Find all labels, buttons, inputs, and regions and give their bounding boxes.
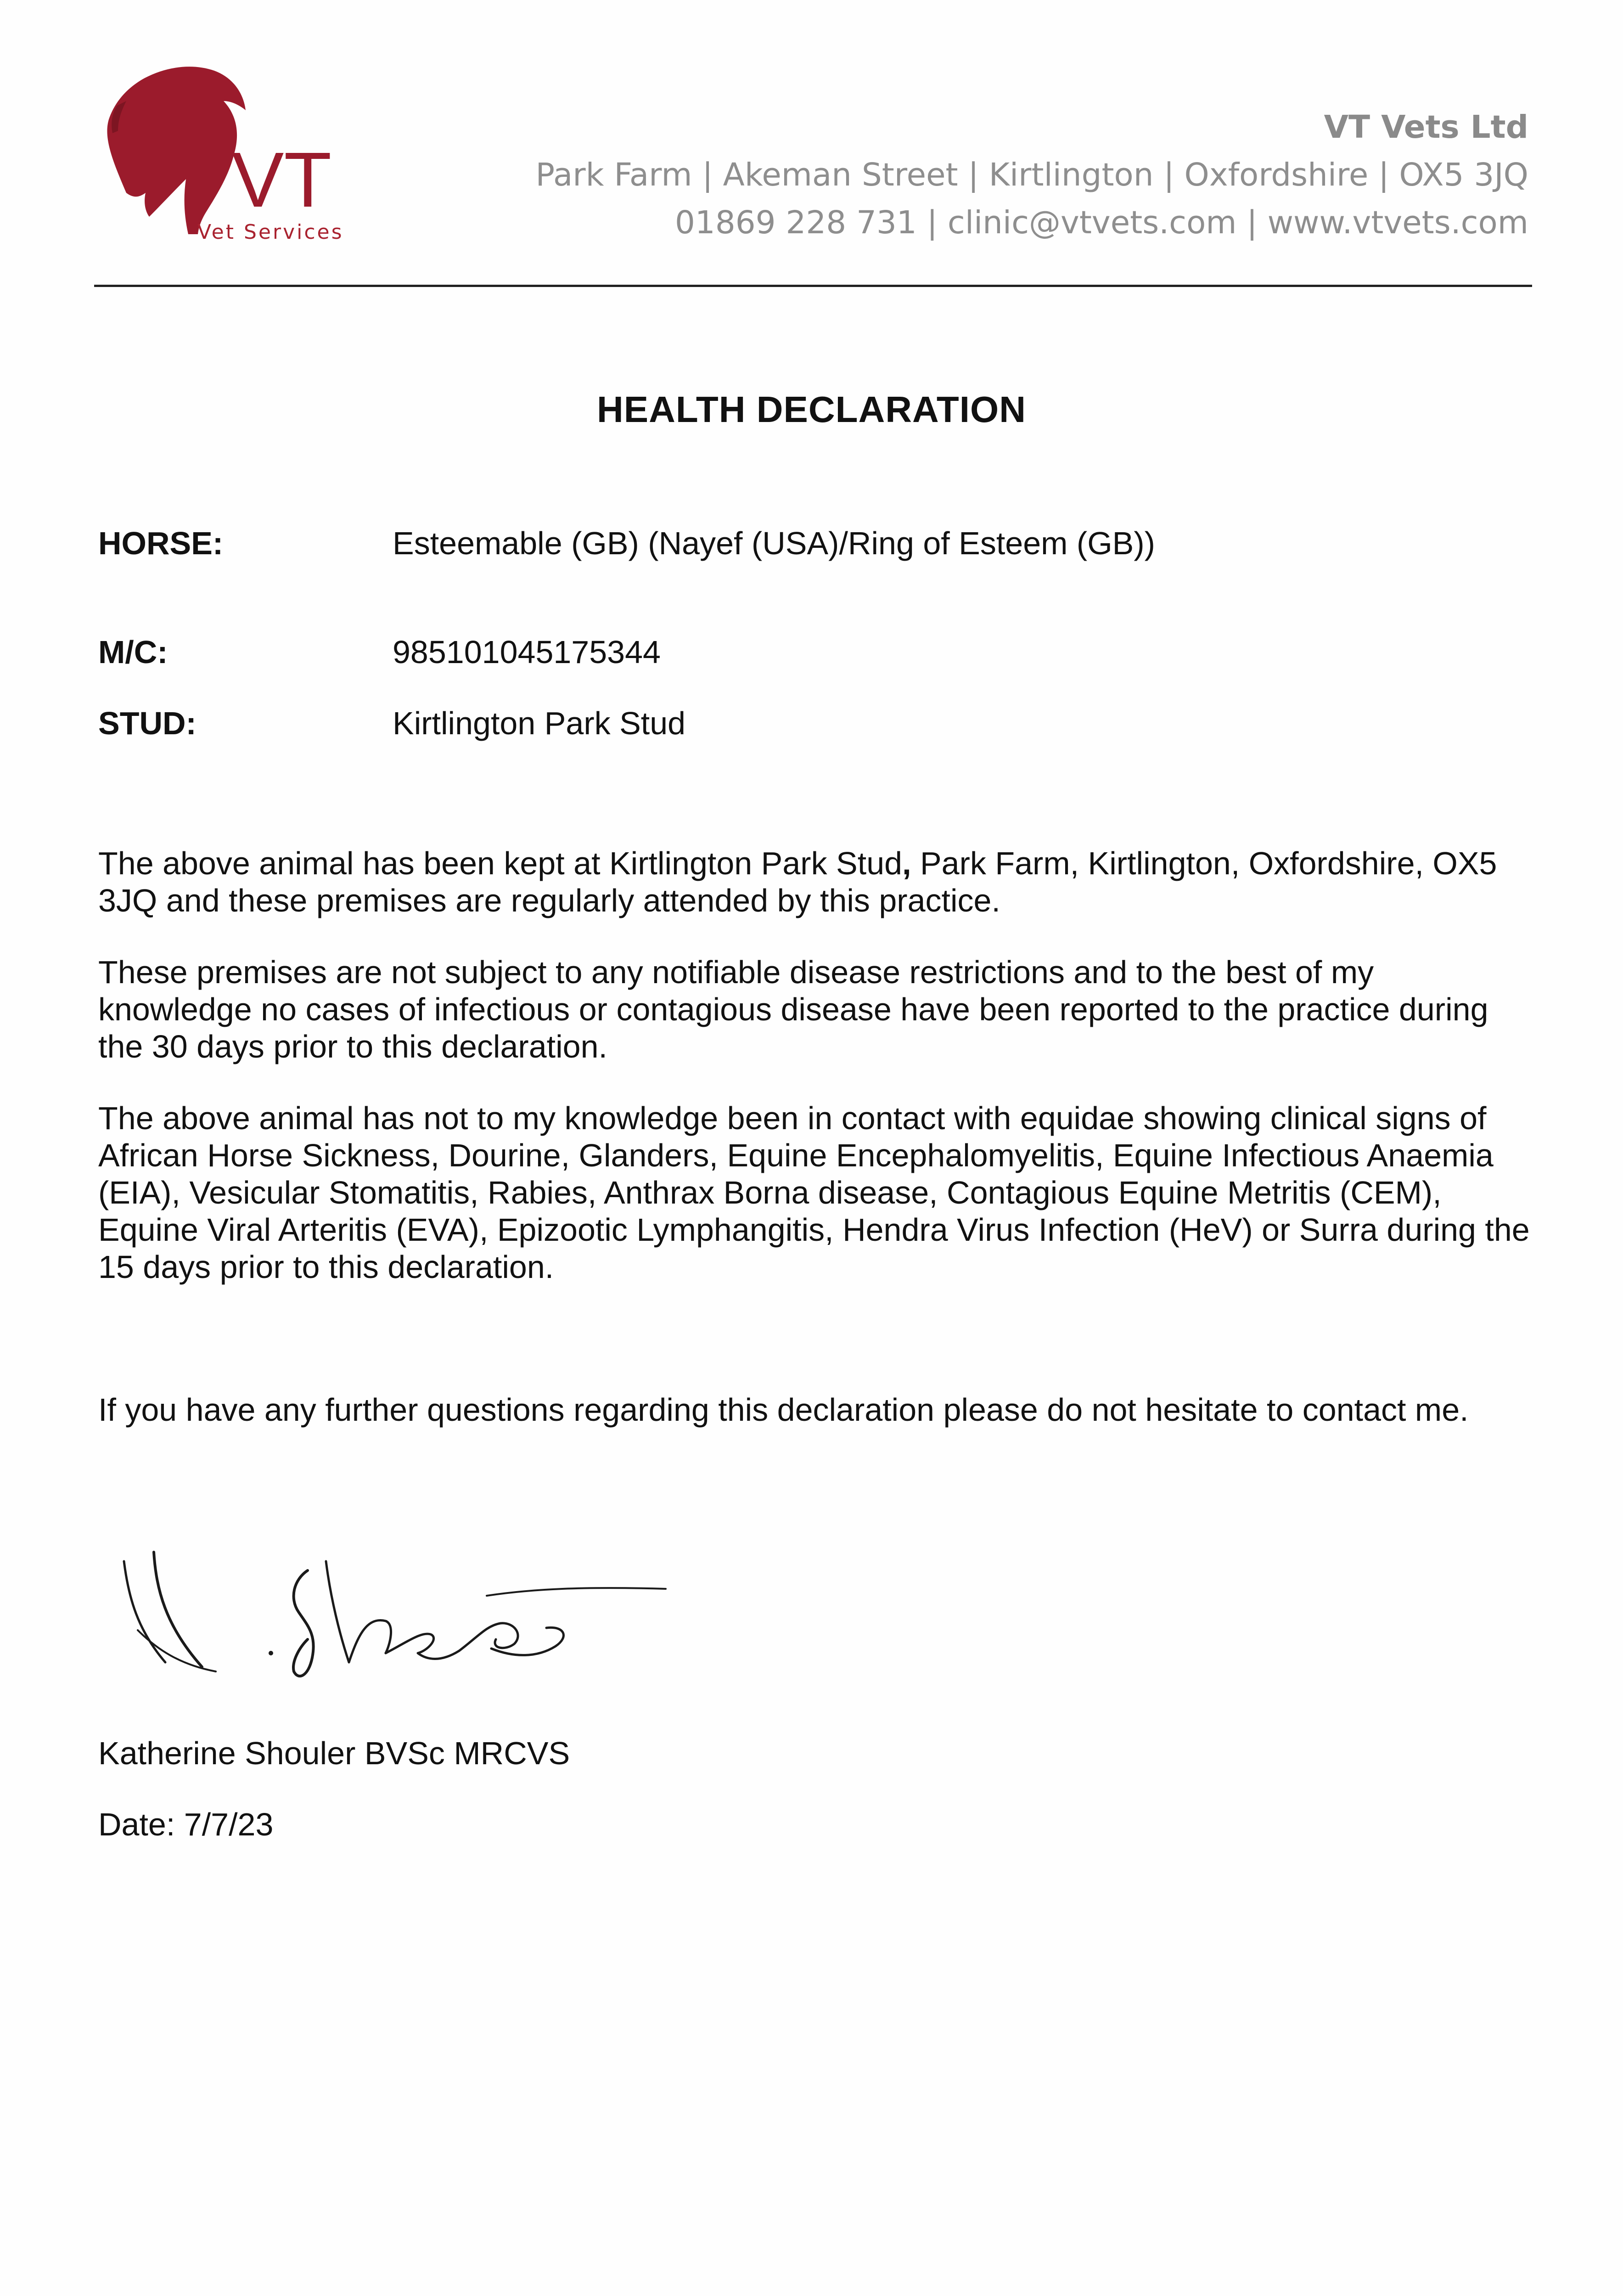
paragraph-premises-part2: Park Farm, Kirtlington, Oxfordshire, OX5 3JQ and these premises are regularly attended by this practice. bbox=[98, 845, 1497, 918]
paragraph-contact-diseases: The above animal has not to my knowledge been in contact with equidae showing clinical signs of African Horse Sickness, Dourine, Glanders, Equine Encephalomyelitis, Equine Infectious Anaemia (EIA), Vesicular Stomatitis, Rabies, Anthrax Borna disease, Contagious Equine Metritis (CEM), Equine Viral Arteritis (EVA), Epizootic Lymphangitis, Hendra Virus Infection (HeV) or Surra during the 15 days prior to this declaration. bbox=[98, 1100, 1530, 1285]
stud-label: STUD: bbox=[98, 705, 197, 741]
signatory-name: Katherine Shouler BVSc MRCVS bbox=[98, 1735, 570, 1771]
declaration-date: Date: 7/7/23 bbox=[98, 1806, 274, 1842]
paragraph-premises-comma: , bbox=[902, 845, 911, 881]
paragraph-further-questions: If you have any further questions regarding this declaration please do not hesitate to contact me. bbox=[98, 1392, 1469, 1428]
company-logo bbox=[94, 55, 356, 257]
logo-text-main: VT bbox=[232, 136, 332, 224]
stud-value: Kirtlington Park Stud bbox=[393, 705, 686, 741]
horse-label: HORSE: bbox=[98, 525, 224, 561]
document-title: HEALTH DECLARATION bbox=[597, 389, 1026, 430]
header-divider bbox=[94, 285, 1532, 287]
logo-text-sub: Vet Services bbox=[197, 220, 344, 244]
handwritten-signature bbox=[110, 1543, 680, 1694]
paragraph-restrictions: These premises are not subject to any notifiable disease restrictions and to the best of my knowledge no cases of infectious or contagious disease have been reported to the practice during the 30 days prior to this declaration. bbox=[98, 954, 1488, 1064]
mc-label: M/C: bbox=[98, 634, 168, 670]
paragraph-premises bbox=[98, 845, 1535, 919]
company-info bbox=[535, 103, 1528, 247]
company-address: Park Farm | Akeman Street | Kirtlington | Oxfordshire | OX5 3JQ bbox=[535, 157, 1528, 193]
paragraph-premises-part1: The above animal has been kept at Kirtlington Park Stud bbox=[98, 845, 903, 881]
horse-value: Esteemable (GB) (Nayef (USA)/Ring of Esteem (GB)) bbox=[393, 525, 1155, 561]
company-name: VT Vets Ltd bbox=[1324, 109, 1528, 146]
company-contact: 01869 228 731 | clinic@vtvets.com | www.vtvets.com bbox=[675, 204, 1528, 241]
mc-value: 985101045175344 bbox=[393, 634, 661, 670]
horse-head-logo-icon bbox=[94, 55, 356, 257]
